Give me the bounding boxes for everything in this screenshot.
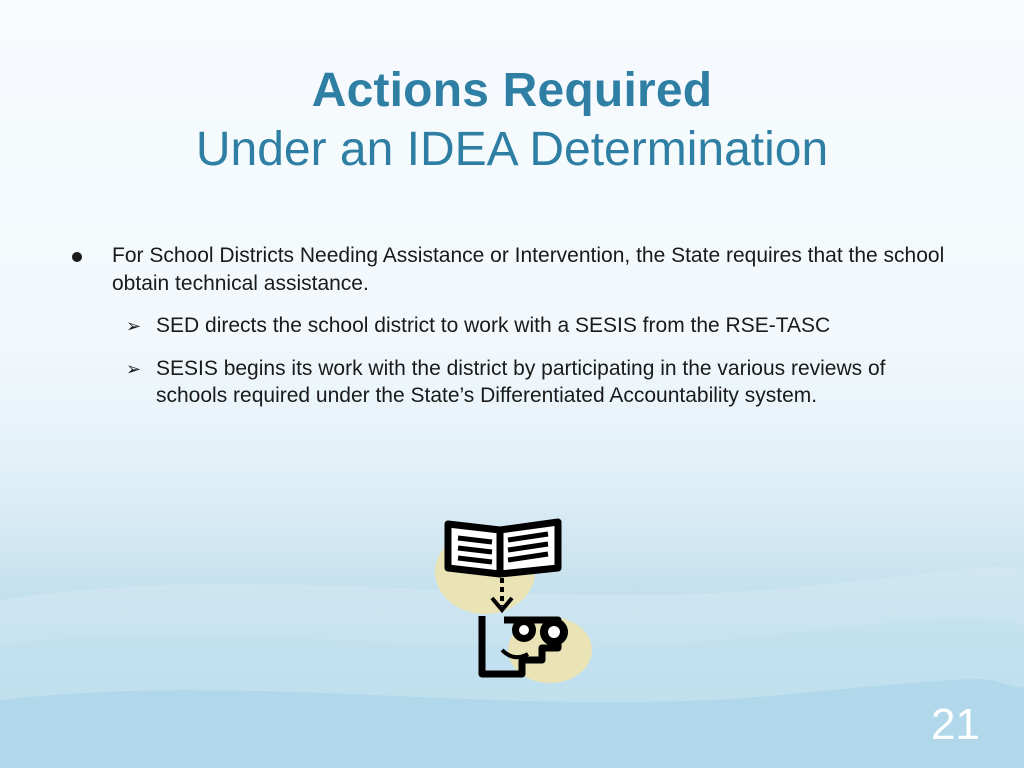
sub-bullet-list	[126, 312, 962, 409]
arrowhead-bullet-icon: ➢	[126, 359, 142, 379]
book-reader-icon	[430, 512, 600, 687]
slide-body	[72, 242, 962, 425]
arrowhead-bullet-icon: ➢	[126, 316, 142, 336]
page-number: 21	[931, 700, 980, 749]
round-bullet-icon	[72, 252, 82, 262]
bullet-text: For School Districts Needing Assistance or Intervention, the State requires that the school obtain technical assistance.	[112, 244, 945, 295]
sub-bullet-item	[126, 355, 962, 409]
title-main: Actions Required	[311, 64, 713, 117]
title-subtitle: Under an IDEA Determination	[195, 123, 829, 176]
slide-title	[0, 62, 1024, 180]
bullet-item	[72, 242, 962, 298]
sub-bullet-text: SESIS begins its work with the district by participating in the various reviews of schools required under the State’s Differentiated Accountability system.	[156, 357, 886, 407]
sub-bullet-text: SED directs the school district to work with a SESIS from the RSE-TASC	[156, 314, 831, 337]
sub-bullet-item	[126, 312, 962, 339]
